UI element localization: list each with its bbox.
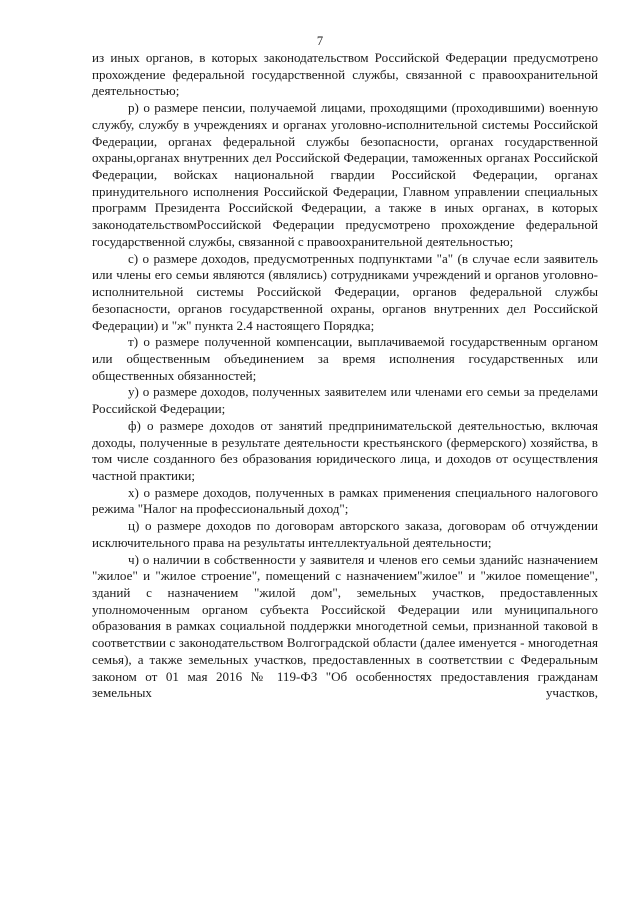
paragraph-item-kh: х) о размере доходов, полученных в рамках применения специального налогового режима "Налог на профессиональный доход"; xyxy=(92,484,598,517)
paragraph-item-u: у) о размере доходов, полученных заявителем или членами его семьи за пределами Российской Федерации; xyxy=(92,384,598,417)
paragraph-item-t: т) о размере полученной компенсации, выплачиваемой государственным органом или общественным объединением за время исполнения государственных или общественных обязанностей; xyxy=(92,334,598,383)
page-number: 7 xyxy=(316,34,324,48)
paragraph-item-s: с) о размере доходов, предусмотренных подпунктами "а" (в случае если заявитель или члены его семьи являются (являлись) сотрудниками учреждений и органов уголовно-исполнительной системы Российской Федерации, органов федеральной службы безопасности, органов государственной охраны, органов внутренних дел Российской Федерации) и "ж" пункта 2.4 настоящего Порядка; xyxy=(92,250,598,333)
paragraph-item-ch: ч) о наличии в собственности у заявителя и членов его семьи зданийс назначением "жилое" и "жилое строение", помещений с назначением"жилое" и "жилое помещение", зданий с назначением "жилой дом", земельных участков, предоставленных уполномоченным органом субъекта Российской Федерации или муниципального образования в рамках социальной поддержки многодетной семьи, признанной таковой в соответствии с законодательством Волгоградской области (далее именуется - многодетная семья), а также земельных участков, предоставленных в соответствии с Федеральным законом от 01 мая 2016 № 119-ФЗ "Об особенностях предоставления гражданам земельных участков, xyxy=(92,551,598,701)
paragraph-continuation: из иных органов, в которых законодательством Российской Федерации предусмотрено прохождение федеральной государственной службы, связанной с правоохранительной деятельностью; xyxy=(92,50,598,99)
document-body xyxy=(92,50,598,702)
paragraph-item-f: ф) о размере доходов от занятий предпринимательской деятельностью, включая доходы, полученные в результате деятельности крестьянского (фермерского) хозяйства, в том числе созданного без образования юридического лица, и доходов от осуществления частной практики; xyxy=(92,417,598,483)
paragraph-item-ts: ц) о размере доходов по договорам авторского заказа, договорам об отчуждении исключительного права на результаты интеллектуальной деятельности; xyxy=(92,518,598,550)
paragraph-item-r: р) о размере пенсии, получаемой лицами, проходящими (проходившими) военную службу, службу в учреждениях и органах уголовно-исполнительной системы Российской Федерации, органах федеральной службы безопасности, органах государственной охраны,органах внутренних дел Российской Федерации, таможенных органах Российской Федерации, войсках национальной гвардии Российской Федерации, органах принудительного исполнения Российской Федерации, Главном управлении специальных программ Президента Российской Федерации, а также в иных органах, в которых законодательствомРоссийской Федерации предусмотрено прохождение федеральной государственной службы, связанной с правоохранительной деятельностью; xyxy=(92,100,598,249)
